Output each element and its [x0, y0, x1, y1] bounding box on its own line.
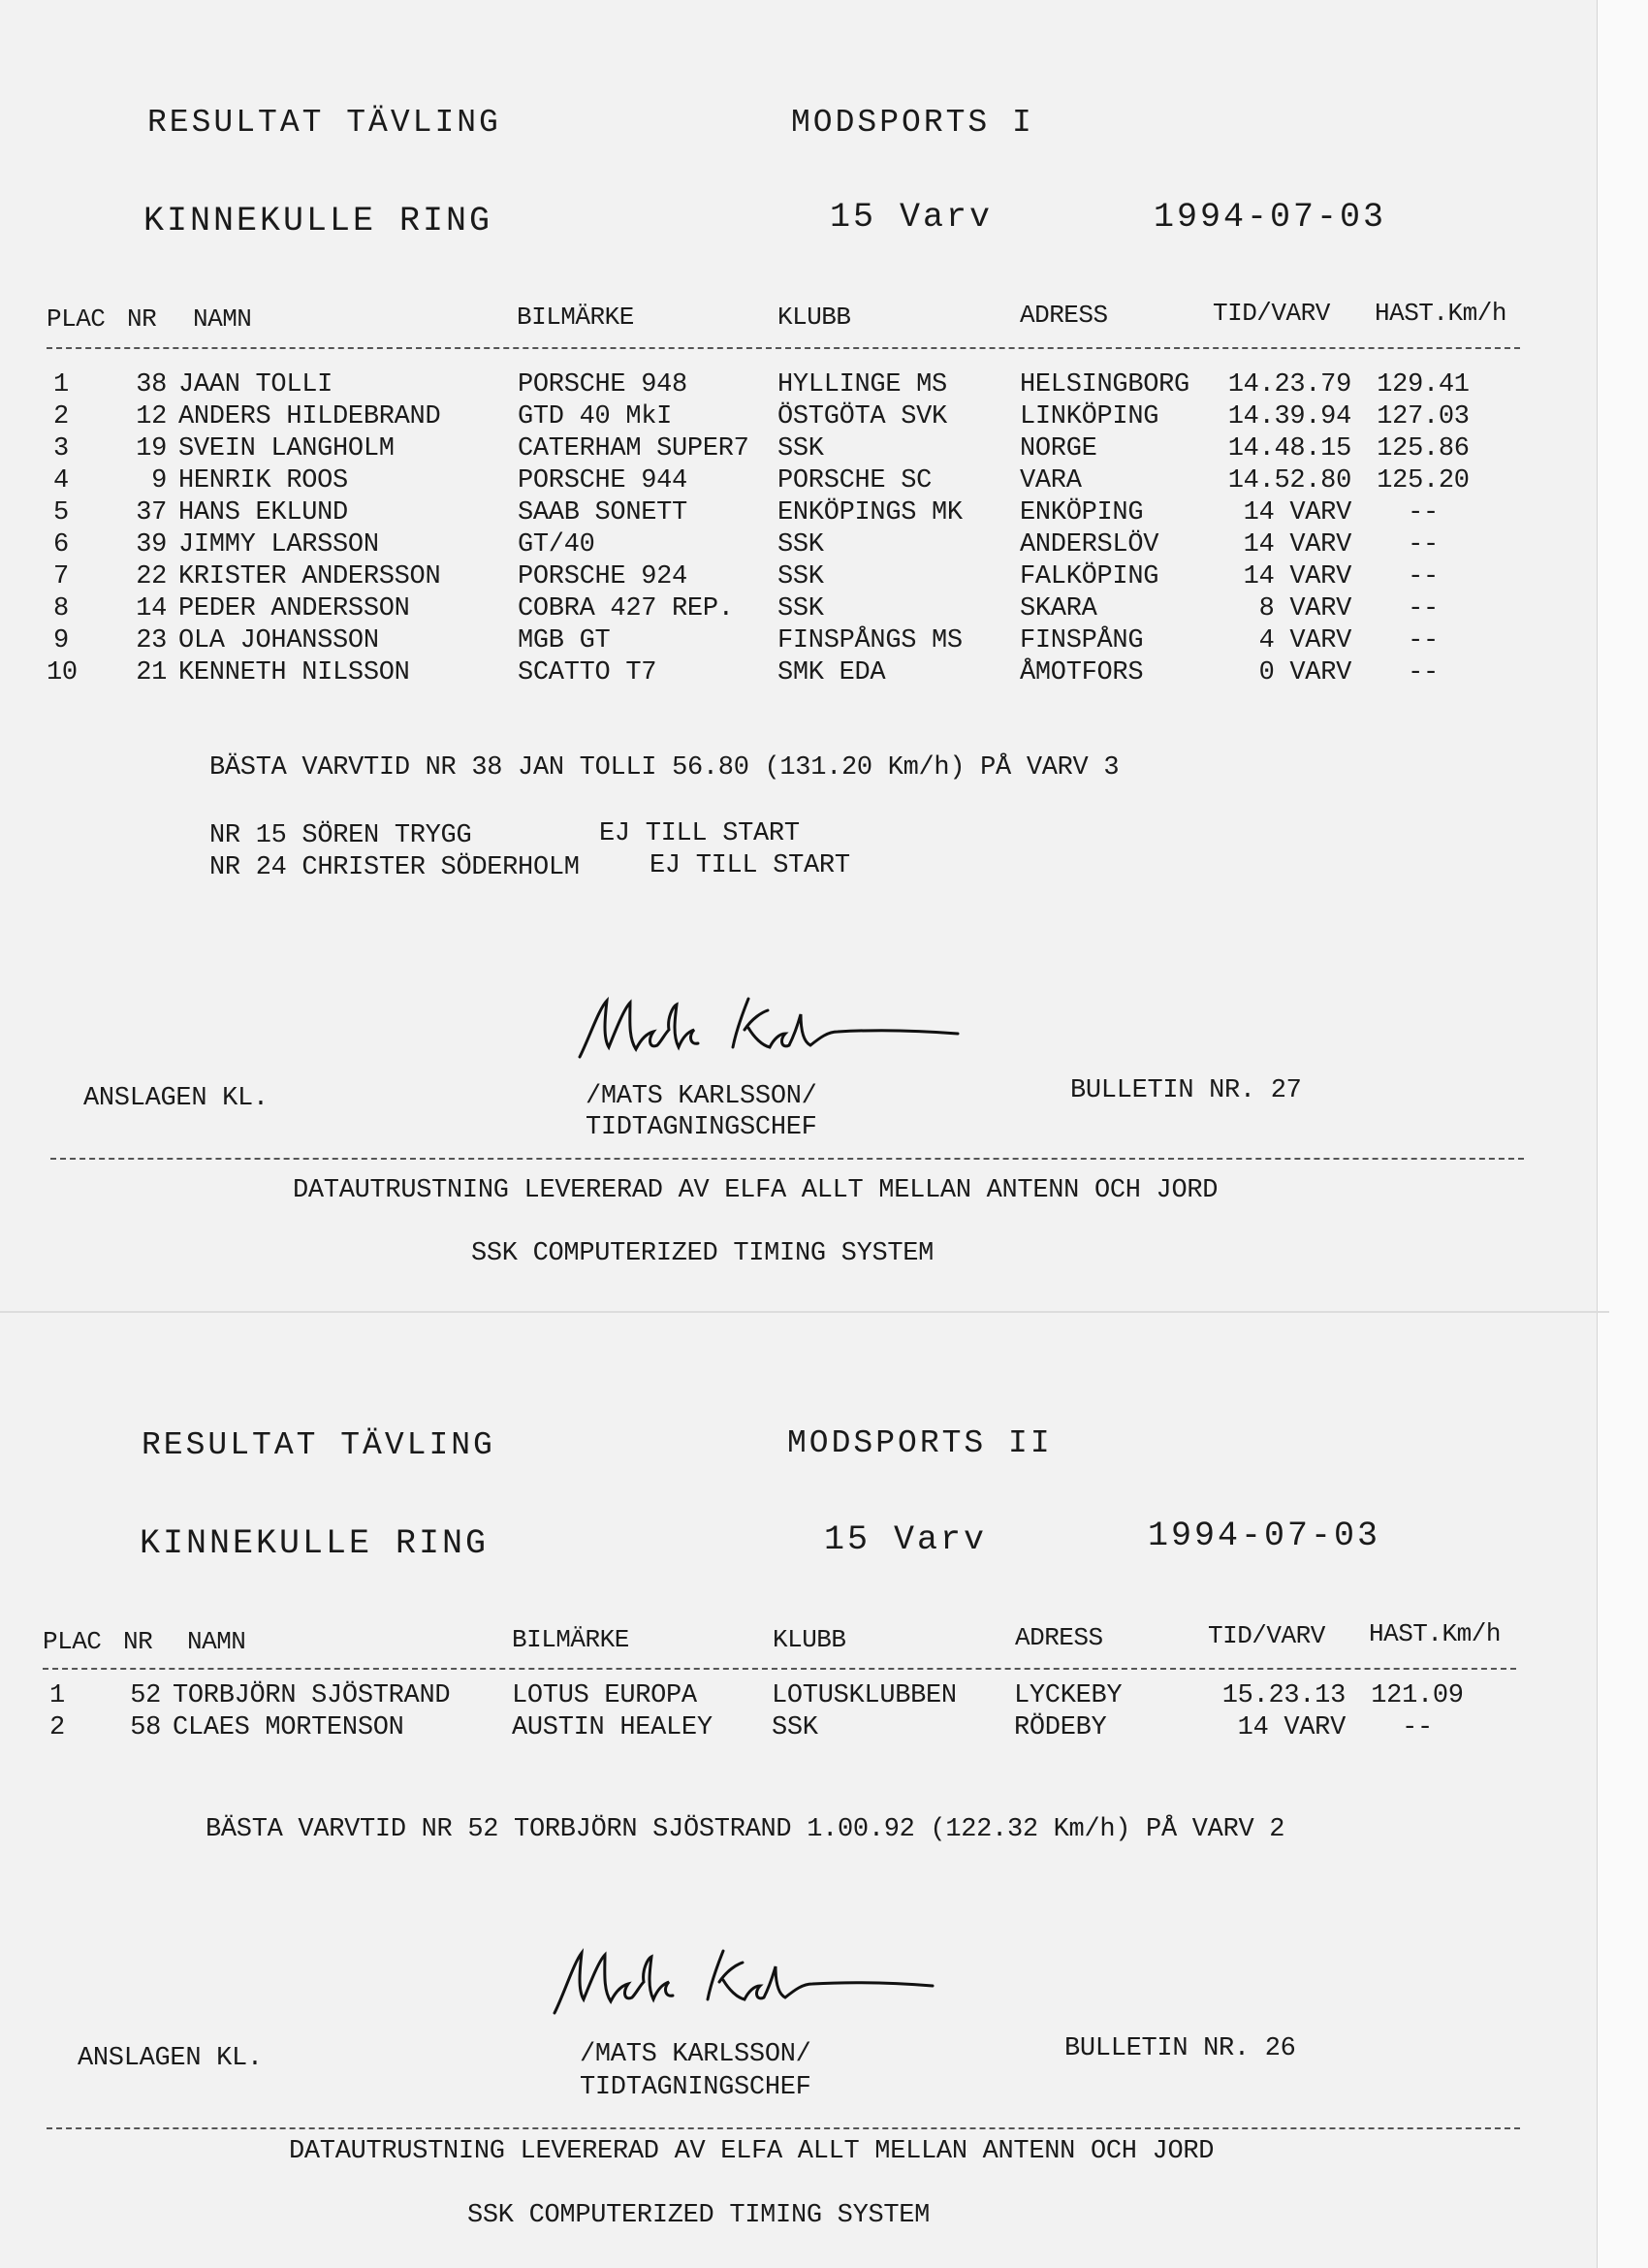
signer-role: TIDTAGNINGSCHEF — [586, 1113, 817, 1142]
cell-adress: ÅMOTFORS — [1020, 658, 1144, 687]
cell-namn: KENNETH NILSSON — [178, 658, 410, 687]
signer-name: /MATS KARLSSON/ — [580, 2040, 811, 2069]
cell-nr: 19 — [136, 434, 167, 463]
dns-name-1: NR 15 SÖREN TRYGG — [209, 821, 472, 850]
cell-namn: ANDERS HILDEBRAND — [178, 402, 441, 431]
cell-bil: MGB GT — [518, 626, 611, 655]
cell-namn: CLAES MORTENSON — [173, 1713, 404, 1742]
cell-nr: 58 — [130, 1713, 161, 1742]
cell-bil: LOTUS EUROPA — [512, 1681, 697, 1710]
dns-name-2: NR 24 CHRISTER SÖDERHOLM — [209, 853, 580, 882]
cell-namn: KRISTER ANDERSSON — [178, 562, 441, 591]
posted-label: ANSLAGEN KL. — [78, 2044, 263, 2073]
cell-hast: -- — [1408, 498, 1439, 527]
cell-tid: 0 VARV — [1258, 658, 1351, 687]
column-header-hast: HAST.Km/h — [1369, 1619, 1501, 1648]
race-date: 1994-07-03 — [1148, 1517, 1381, 1555]
cell-adress: FINSPÅNG — [1020, 626, 1144, 655]
cell-bil: PORSCHE 944 — [518, 466, 687, 495]
cell-nr: 12 — [136, 402, 167, 431]
cell-plac: 4 — [53, 466, 69, 495]
table-row — [0, 562, 1570, 593]
column-header-klubb: KLUBB — [773, 1625, 846, 1654]
race-date: 1994-07-03 — [1154, 198, 1387, 237]
cell-adress: ANDERSLÖV — [1020, 530, 1159, 559]
cell-nr: 14 — [136, 594, 167, 623]
cell-adress: VARA — [1020, 466, 1082, 495]
column-header-namn: NAMN — [193, 304, 252, 334]
column-header-tid: TID/VARV — [1213, 299, 1330, 328]
sheet-title: RESULTAT TÄVLING — [142, 1427, 495, 1463]
table-row — [0, 626, 1570, 657]
bulletin-number: BULLETIN NR. 26 — [1064, 2034, 1296, 2063]
column-header-adress: ADRESS — [1020, 301, 1108, 330]
cell-adress: HELSINGBORG — [1020, 370, 1189, 399]
cell-klubb: PORSCHE SC — [777, 466, 933, 495]
cell-klubb: SSK — [777, 530, 824, 559]
cell-plac: 1 — [49, 1681, 65, 1710]
table-row — [0, 434, 1570, 465]
cell-bil: SAAB SONETT — [518, 498, 687, 527]
cell-namn: HANS EKLUND — [178, 498, 348, 527]
cell-tid: 14 VARV — [1243, 562, 1351, 591]
class-name: MODSPORTS II — [787, 1425, 1053, 1461]
cell-nr: 52 — [130, 1681, 161, 1710]
signer-name: /MATS KARLSSON/ — [586, 1082, 817, 1111]
column-header-plac: PLAC — [43, 1627, 102, 1656]
footer-divider — [50, 1158, 1524, 1160]
column-header-hast: HAST.Km/h — [1375, 299, 1506, 328]
header-divider — [43, 1668, 1516, 1670]
cell-namn: HENRIK ROOS — [178, 466, 348, 495]
cell-tid: 14.48.15 — [1227, 434, 1351, 463]
table-row — [0, 498, 1570, 529]
dns-status-1: EJ TILL START — [599, 819, 800, 848]
footer-system: SSK COMPUTERIZED TIMING SYSTEM — [467, 2201, 931, 2230]
cell-hast: 127.03 — [1377, 402, 1470, 431]
venue: KINNEKULLE RING — [140, 1524, 490, 1563]
cell-nr: 9 — [151, 466, 167, 495]
cell-klubb: HYLLINGE MS — [777, 370, 947, 399]
cell-tid: 14 VARV — [1243, 530, 1351, 559]
table-row — [0, 530, 1570, 561]
cell-tid: 14.52.80 — [1227, 466, 1351, 495]
cell-plac: 8 — [53, 594, 69, 623]
cell-plac: 6 — [53, 530, 69, 559]
cell-bil: GT/40 — [518, 530, 595, 559]
cell-klubb: SSK — [772, 1713, 818, 1742]
table-row — [0, 370, 1570, 401]
column-header-bilmarke: BILMÄRKE — [512, 1625, 629, 1654]
cell-tid: 14.23.79 — [1227, 370, 1351, 399]
cell-bil: PORSCHE 924 — [518, 562, 687, 591]
cell-hast: -- — [1408, 562, 1439, 591]
cell-plac: 2 — [49, 1713, 65, 1742]
cell-nr: 37 — [136, 498, 167, 527]
best-lap-line: BÄSTA VARVTID NR 52 TORBJÖRN SJÖSTRAND 1.00.92 (122.32 Km/h) PÅ VARV 2 — [206, 1815, 1285, 1844]
table-row — [0, 1681, 1570, 1712]
column-header-bilmarke: BILMÄRKE — [517, 303, 634, 332]
cell-plac: 5 — [53, 498, 69, 527]
table-row — [0, 1713, 1570, 1744]
cell-tid: 15.23.13 — [1221, 1681, 1346, 1710]
cell-tid: 8 VARV — [1258, 594, 1351, 623]
cell-namn: OLA JOHANSSON — [178, 626, 379, 655]
column-header-nr: NR — [123, 1627, 153, 1656]
cell-namn: SVEIN LANGHOLM — [178, 434, 395, 463]
table-row — [0, 402, 1570, 433]
class-name: MODSPORTS I — [791, 105, 1034, 141]
fold-line — [0, 1311, 1609, 1313]
table-row — [0, 594, 1570, 625]
cell-bil: AUSTIN HEALEY — [512, 1713, 713, 1742]
column-header-klubb: KLUBB — [777, 303, 851, 332]
cell-nr: 23 — [136, 626, 167, 655]
cell-plac: 9 — [53, 626, 69, 655]
cell-klubb: SSK — [777, 562, 824, 591]
cell-plac: 10 — [47, 658, 78, 687]
laps: 15 Varv — [824, 1520, 988, 1559]
cell-adress: NORGE — [1020, 434, 1097, 463]
cell-namn: PEDER ANDERSSON — [178, 594, 410, 623]
column-header-nr: NR — [127, 304, 157, 334]
cell-tid: 14 VARV — [1243, 498, 1351, 527]
posted-label: ANSLAGEN KL. — [83, 1084, 269, 1113]
cell-klubb: SSK — [777, 434, 824, 463]
cell-tid: 14.39.94 — [1227, 402, 1351, 431]
cell-tid: 14 VARV — [1237, 1713, 1346, 1742]
footer-sponsor: DATAUTRUSTNING LEVERERAD AV ELFA ALLT MELLAN ANTENN OCH JORD — [293, 1176, 1219, 1205]
cell-hast: 129.41 — [1377, 370, 1470, 399]
cell-nr: 22 — [136, 562, 167, 591]
cell-klubb: FINSPÅNGS MS — [777, 626, 963, 655]
cell-tid: 4 VARV — [1258, 626, 1351, 655]
table-row — [0, 466, 1570, 497]
cell-hast: 121.09 — [1371, 1681, 1464, 1710]
cell-nr: 21 — [136, 658, 167, 687]
cell-nr: 39 — [136, 530, 167, 559]
header-divider — [47, 347, 1520, 349]
cell-hast: -- — [1408, 626, 1439, 655]
cell-hast: -- — [1408, 530, 1439, 559]
cell-adress: LINKÖPING — [1020, 402, 1159, 431]
cell-bil: COBRA 427 REP. — [518, 594, 734, 623]
signature — [560, 989, 967, 1086]
footer-system: SSK COMPUTERIZED TIMING SYSTEM — [471, 1239, 935, 1268]
cell-hast: -- — [1402, 1713, 1433, 1742]
cell-adress: ENKÖPING — [1020, 498, 1144, 527]
table-row — [0, 658, 1570, 689]
cell-adress: LYCKEBY — [1014, 1681, 1123, 1710]
dns-status-2: EJ TILL START — [650, 851, 850, 880]
sheet-title: RESULTAT TÄVLING — [147, 105, 501, 141]
cell-adress: RÖDEBY — [1014, 1713, 1107, 1742]
cell-hast: -- — [1408, 658, 1439, 687]
cell-bil: SCATTO T7 — [518, 658, 657, 687]
column-header-plac: PLAC — [47, 304, 106, 334]
cell-nr: 38 — [136, 370, 167, 399]
cell-klubb: ÖSTGÖTA SVK — [777, 402, 947, 431]
column-header-tid: TID/VARV — [1208, 1621, 1325, 1650]
signer-role: TIDTAGNINGSCHEF — [580, 2073, 811, 2102]
cell-namn: TORBJÖRN SJÖSTRAND — [173, 1681, 451, 1710]
column-header-namn: NAMN — [187, 1627, 246, 1656]
laps: 15 Varv — [830, 198, 994, 237]
cell-namn: JIMMY LARSSON — [178, 530, 379, 559]
cell-klubb: LOTUSKLUBBEN — [772, 1681, 957, 1710]
cell-bil: PORSCHE 948 — [518, 370, 687, 399]
cell-klubb: SSK — [777, 594, 824, 623]
best-lap-line: BÄSTA VARVTID NR 38 JAN TOLLI 56.80 (131.20 Km/h) PÅ VARV 3 — [209, 753, 1120, 783]
venue: KINNEKULLE RING — [143, 202, 493, 240]
signature — [535, 1939, 942, 2036]
column-header-adress: ADRESS — [1015, 1623, 1103, 1652]
cell-hast: 125.86 — [1377, 434, 1470, 463]
cell-plac: 2 — [53, 402, 69, 431]
cell-hast: 125.20 — [1377, 466, 1470, 495]
cell-plac: 1 — [53, 370, 69, 399]
footer-sponsor: DATAUTRUSTNING LEVERERAD AV ELFA ALLT MELLAN ANTENN OCH JORD — [289, 2137, 1215, 2166]
bulletin-number: BULLETIN NR. 27 — [1070, 1076, 1302, 1105]
cell-bil: CATERHAM SUPER7 — [518, 434, 749, 463]
cell-plac: 7 — [53, 562, 69, 591]
cell-bil: GTD 40 MkI — [518, 402, 673, 431]
cell-hast: -- — [1408, 594, 1439, 623]
cell-adress: FALKÖPING — [1020, 562, 1159, 591]
cell-adress: SKARA — [1020, 594, 1097, 623]
footer-divider — [47, 2127, 1520, 2129]
page-edge — [1597, 0, 1648, 2268]
cell-klubb: SMK EDA — [777, 658, 886, 687]
cell-plac: 3 — [53, 434, 69, 463]
cell-klubb: ENKÖPINGS MK — [777, 498, 963, 527]
cell-namn: JAAN TOLLI — [178, 370, 333, 399]
